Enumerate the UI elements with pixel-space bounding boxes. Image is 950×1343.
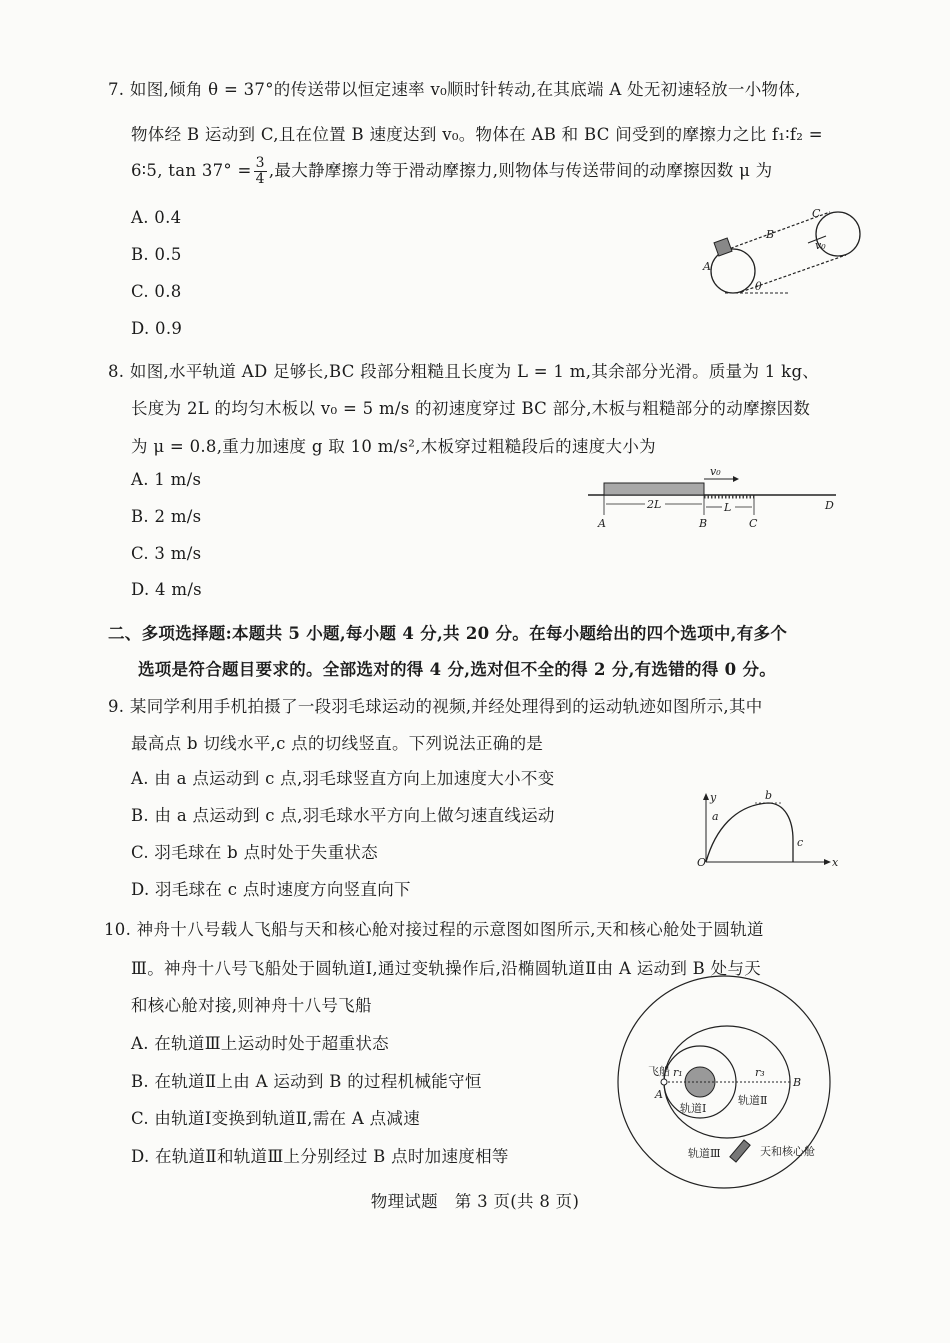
label-a: a	[712, 810, 719, 823]
orbit-2	[664, 1026, 790, 1138]
q10-orbit-figure	[618, 976, 830, 1188]
q10-stem-line: 10. 神舟十八号载人飞船与天和核心舱对接过程的示意图如图所示,天和核心舱处于圆轨道	[104, 920, 764, 939]
label-x: x	[832, 856, 839, 869]
lower-pulley	[711, 249, 755, 293]
q7-option-c: C. 0.8	[131, 282, 182, 301]
arrowhead	[733, 476, 739, 482]
q9-stem-line: 9. 某同学利用手机拍摄了一段羽毛球运动的视频,并经处理得到的运动轨迹如图所示,其中	[108, 697, 763, 716]
label-theta: θ	[755, 280, 762, 293]
label-r3: r₃	[755, 1066, 765, 1079]
label-y: y	[710, 791, 717, 804]
q9-option-d: D. 羽毛球在 c 点时速度方向竖直向下	[131, 880, 411, 899]
q9-stem-line: 最高点 b 切线水平,c 点的切线竖直。下列说法正确的是	[131, 734, 544, 753]
q7-stem-line: 物体经 B 运动到 C,且在位置 B 速度达到 v₀。物体在 AB 和 BC 间受到的摩擦力之比 f₁∶f₂ =	[131, 125, 823, 144]
q10-option-c: C. 由轨道Ⅰ变换到轨道Ⅱ,需在 A 点减速	[131, 1109, 421, 1128]
label-c: C	[749, 517, 758, 530]
label-2l: 2L	[647, 498, 662, 511]
label-b: b	[765, 789, 773, 802]
label-orbit-1: 轨道Ⅰ	[680, 1102, 707, 1115]
label-b: B	[793, 1076, 802, 1089]
q8-stem-line: 为 μ = 0.8,重力加速度 g 取 10 m/s²,木板穿过粗糙段后的速度大小为	[131, 437, 656, 456]
label-d: D	[825, 499, 834, 512]
x-arrowhead	[824, 859, 831, 865]
y-arrowhead	[703, 793, 709, 800]
label-b: B	[766, 228, 775, 241]
label-b: B	[699, 517, 708, 530]
q9-option-b: B. 由 a 点运动到 c 点,羽毛球水平方向上做匀速直线运动	[131, 806, 555, 825]
label-c: C	[812, 207, 821, 220]
q7-stem-text: ,最大静摩擦力等于滑动摩擦力,则物体与传送带间的动摩擦因数 μ 为	[268, 161, 773, 180]
label-v0: v₀	[815, 239, 826, 252]
page-footer: 物理试题 第 3 页(共 8 页)	[370, 1192, 580, 1211]
q9-option-c: C. 羽毛球在 b 点时处于失重状态	[131, 843, 378, 862]
q8-option-d: D. 4 m/s	[131, 580, 202, 599]
label-l: L	[724, 501, 732, 514]
q8-stem-line: 长度为 2L 的均匀木板以 v₀ = 5 m/s 的初速度穿过 BC 部分,木板与粗糙部分的动摩擦因数	[131, 399, 811, 418]
section-instructions: 选项是符合题目要求的。全部选对的得 4 分,选对但不全的得 2 分,有选错的得 0 分。	[138, 660, 777, 679]
label-a: A	[598, 517, 606, 530]
label-a: A	[703, 260, 711, 273]
label-ship: 飞船	[648, 1065, 670, 1078]
label-orbit-2: 轨道Ⅱ	[738, 1094, 768, 1107]
q7-option-a: A. 0.4	[131, 208, 182, 227]
station-icon	[730, 1140, 750, 1162]
q10-option-b: B. 在轨道Ⅱ上由 A 运动到 B 的过程机械能守恒	[131, 1072, 482, 1091]
trajectory-curve	[706, 803, 793, 862]
q7-stem-line: 7. 如图,倾角 θ = 37°的传送带以恒定速率 v₀顺时针转动,在其底端 A 处无初速轻放一小物体,	[108, 80, 801, 99]
spacecraft-point	[661, 1079, 667, 1085]
label-c: c	[797, 836, 804, 849]
q9-option-a: A. 由 a 点运动到 c 点,羽毛球竖直方向上加速度大小不变	[131, 769, 555, 788]
label-origin: O	[697, 856, 707, 869]
denominator: 4	[255, 171, 265, 187]
q8-option-c: C. 3 m/s	[131, 544, 202, 563]
q10-stem-line: 和核心舱对接,则神舟十八号飞船	[131, 996, 372, 1015]
q9-trajectory-figure	[697, 789, 839, 869]
q7-option-b: B. 0.5	[131, 245, 182, 264]
label-station: 天和核心舱	[760, 1145, 815, 1158]
q10-stem-line: Ⅲ。神舟十八号飞船处于圆轨道Ⅰ,通过变轨操作后,沿椭圆轨道Ⅱ由 A 运动到 B 处与天	[131, 959, 762, 978]
wooden-board	[604, 483, 704, 495]
q8-stem-line: 8. 如图,水平轨道 AD 足够长,BC 段部分粗糙且长度为 L = 1 m,其余部分光滑。质量为 1 kg、	[108, 362, 820, 381]
q10-option-d: D. 在轨道Ⅱ和轨道Ⅲ上分别经过 B 点时加速度相等	[131, 1147, 509, 1166]
label-orbit-3: 轨道Ⅲ	[688, 1147, 721, 1160]
q8-option-a: A. 1 m/s	[131, 470, 202, 489]
q8-option-b: B. 2 m/s	[131, 507, 202, 526]
small-block	[714, 238, 732, 256]
q8-track-figure	[588, 465, 836, 530]
q10-option-a: A. 在轨道Ⅲ上运动时处于超重状态	[131, 1034, 389, 1053]
section-heading: 二、多项选择题:本题共 5 小题,每小题 4 分,共 20 分。在每小题给出的四个选项中,有多个	[108, 624, 788, 643]
label-v0: v₀	[710, 465, 721, 478]
numerator: 3	[255, 155, 265, 171]
label-r1: r₁	[673, 1066, 683, 1079]
q7-stem-text: 6∶5, tan 37° =	[131, 161, 252, 180]
q7-option-d: D. 0.9	[131, 319, 183, 338]
label-a: A	[655, 1088, 663, 1101]
